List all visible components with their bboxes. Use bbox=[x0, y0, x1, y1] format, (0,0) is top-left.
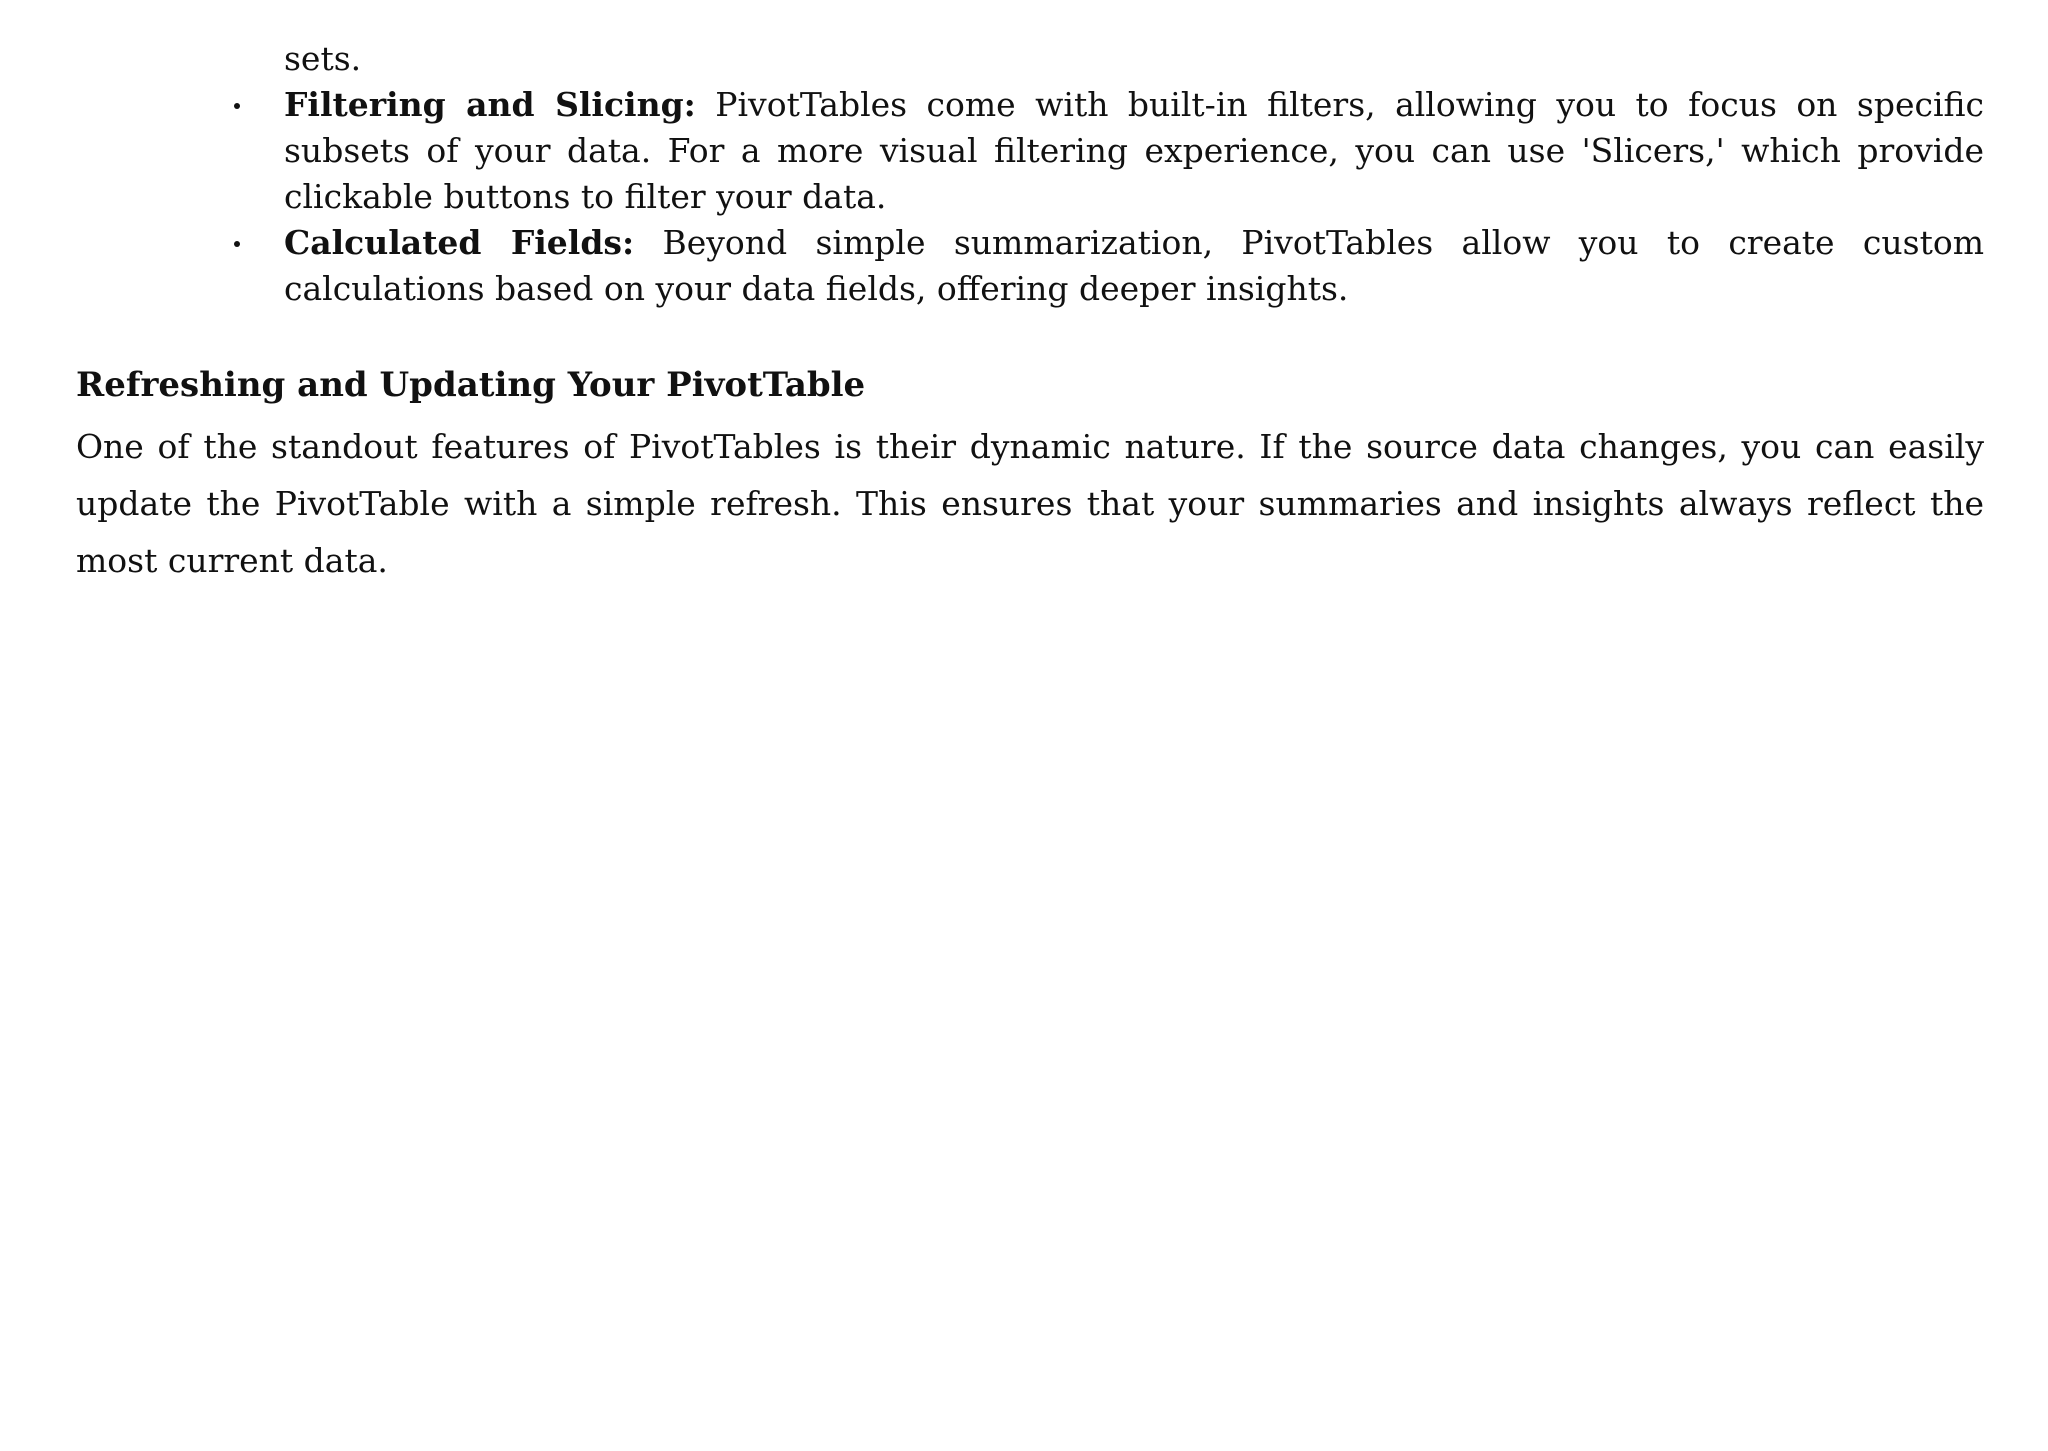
list-item bbox=[284, 82, 1984, 220]
bullet-text: Beyond simple summarization, PivotTables allow you to create custom calculations based on your data fields, offering deeper insights. bbox=[284, 223, 1984, 308]
bullet-list bbox=[284, 82, 1984, 312]
bullet-dot-icon bbox=[234, 103, 240, 109]
section-heading: Refreshing and Updating Your PivotTable bbox=[76, 365, 866, 405]
bullet-text: PivotTables come with built-in filters, allowing you to focus on specific subsets of your data. For a more visual filtering experience, you can use 'Slicers,' which provide clickable buttons to filter your data. bbox=[284, 85, 1985, 216]
continuation-text: sets. bbox=[284, 39, 362, 78]
bullet-dot-icon bbox=[234, 241, 240, 247]
bullet-term: Calculated Fields: bbox=[284, 223, 635, 262]
list-item bbox=[284, 220, 1984, 312]
bullet-term: Filtering and Slicing: bbox=[284, 85, 696, 124]
section-body: One of the standout features of PivotTables is their dynamic nature. If the source data changes, you can easily update the PivotTable with a simple refresh. This ensures that your summaries and insights always reflect the most current data. bbox=[76, 427, 1984, 580]
